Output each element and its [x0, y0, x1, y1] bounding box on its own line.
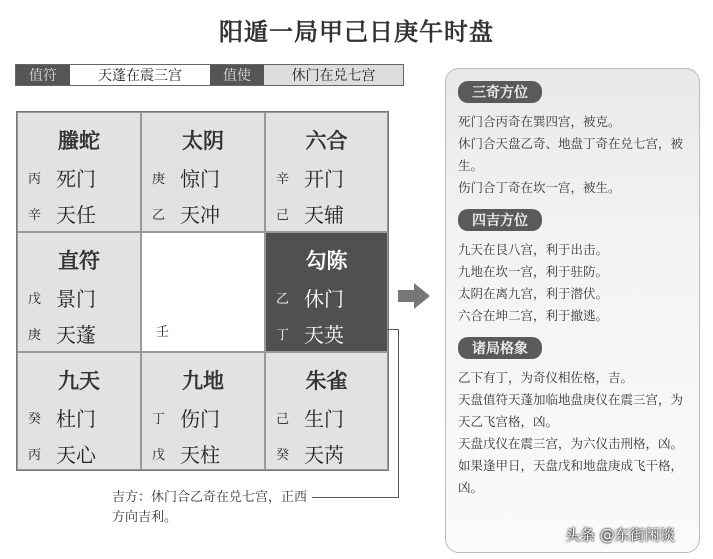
heaven-stem: 己 — [276, 412, 290, 427]
door: 杜门 — [56, 407, 96, 431]
lucky-direction-note: 吉方：休门合乙奇在兑七宫，正西方向吉利。 — [112, 490, 308, 525]
info-bar — [15, 64, 404, 86]
heaven-stem: 乙 — [276, 292, 290, 307]
deity: 螣蛇 — [58, 129, 100, 153]
deity: 直符 — [58, 249, 100, 273]
palace-grid — [16, 111, 389, 471]
earth-stem: 庚 — [28, 328, 42, 343]
connector-line — [398, 329, 399, 497]
zhishi-label: 值使 — [210, 65, 264, 85]
section-line: 九地在坎一宫，利于驻防。 — [458, 264, 609, 279]
zhifu-label: 值符 — [16, 65, 70, 85]
heaven-stem: 庚 — [152, 172, 166, 187]
palace-cell — [265, 112, 388, 232]
door: 惊门 — [180, 167, 220, 191]
earth-stem: 丙 — [28, 448, 42, 463]
connector-line — [312, 497, 399, 498]
heaven-stem: 戊 — [28, 292, 42, 307]
zhifu-value: 天蓬在震三宫 — [70, 65, 210, 85]
palace-cell — [17, 232, 141, 352]
section-line: 六合在坤二宫，利于撤逃。 — [458, 308, 609, 323]
door: 休门 — [304, 287, 344, 311]
page-title: 阳遁一局甲己日庚午时盘 — [219, 18, 494, 46]
star: 天英 — [304, 323, 344, 347]
heaven-stem: 辛 — [276, 172, 290, 187]
heaven-stem: 癸 — [28, 412, 42, 427]
star: 天芮 — [304, 443, 344, 467]
palace-cell — [141, 112, 265, 232]
center-stem: 壬 — [156, 325, 170, 340]
panel-section — [458, 335, 687, 499]
zhishi-value: 休门在兑七宫 — [264, 65, 403, 85]
panel-section — [458, 207, 687, 327]
earth-stem: 乙 — [152, 208, 166, 223]
section-title: 三奇方位 — [458, 81, 542, 103]
earth-stem: 癸 — [276, 448, 290, 463]
star: 天辅 — [304, 203, 344, 227]
deity: 六合 — [305, 129, 348, 153]
door: 伤门 — [180, 407, 220, 431]
section-line: 天盘值符天蓬加临地盘庚仪在震三宫，为天乙飞宫格，凶。 — [458, 392, 684, 429]
section-line: 死门合丙奇在巽四宫，被克。 — [458, 114, 621, 129]
section-line: 太阴在离九宫，利于潜伏。 — [458, 286, 609, 301]
panel-section — [458, 79, 687, 199]
heaven-stem: 丁 — [152, 412, 166, 427]
deity: 九地 — [182, 369, 224, 393]
earth-stem: 辛 — [28, 208, 42, 223]
palace-cell — [265, 352, 388, 470]
star: 天蓬 — [56, 323, 96, 347]
section-line: 休门合天盘乙奇、地盘丁奇在兑七宫，被生。 — [458, 136, 684, 173]
door: 开门 — [304, 167, 344, 191]
star: 天心 — [56, 443, 96, 467]
deity: 勾陈 — [305, 249, 348, 273]
section-line: 天盘戊仪在震三宫，为六仪击刑格，凶。 — [458, 436, 684, 451]
arrow-right-icon — [398, 283, 430, 309]
analysis-panel — [445, 68, 700, 553]
palace-cell — [17, 352, 141, 470]
heaven-stem: 丙 — [28, 172, 42, 187]
section-line: 乙下有丁，为奇仪相佐格，吉。 — [458, 370, 634, 385]
deity: 朱雀 — [305, 369, 348, 393]
earth-stem: 戊 — [152, 448, 166, 463]
door: 生门 — [304, 407, 344, 431]
section-title: 诸局格象 — [458, 337, 542, 359]
door: 景门 — [56, 287, 96, 311]
section-line: 九天在艮八宫，利于出击。 — [458, 242, 609, 257]
deity: 九天 — [58, 369, 100, 393]
palace-cell — [17, 112, 141, 232]
section-line: 如果逢甲日，天盘戊和地盘庚成飞干格，凶。 — [458, 458, 684, 495]
connector-line — [368, 329, 399, 330]
palace-cell — [141, 232, 265, 352]
deity: 太阴 — [182, 129, 224, 153]
earth-stem: 己 — [276, 208, 290, 223]
earth-stem: 丁 — [276, 328, 290, 343]
palace-cell — [141, 352, 265, 470]
watermark: 头条 @东街闲谈 — [565, 526, 675, 544]
palace-cell — [265, 232, 388, 352]
section-title: 四吉方位 — [458, 209, 542, 231]
star: 天柱 — [180, 443, 220, 467]
section-line: 伤门合丁奇在坎一宫，被生。 — [458, 180, 621, 195]
door: 死门 — [56, 167, 96, 191]
star: 天任 — [56, 203, 96, 227]
star: 天冲 — [180, 203, 220, 227]
